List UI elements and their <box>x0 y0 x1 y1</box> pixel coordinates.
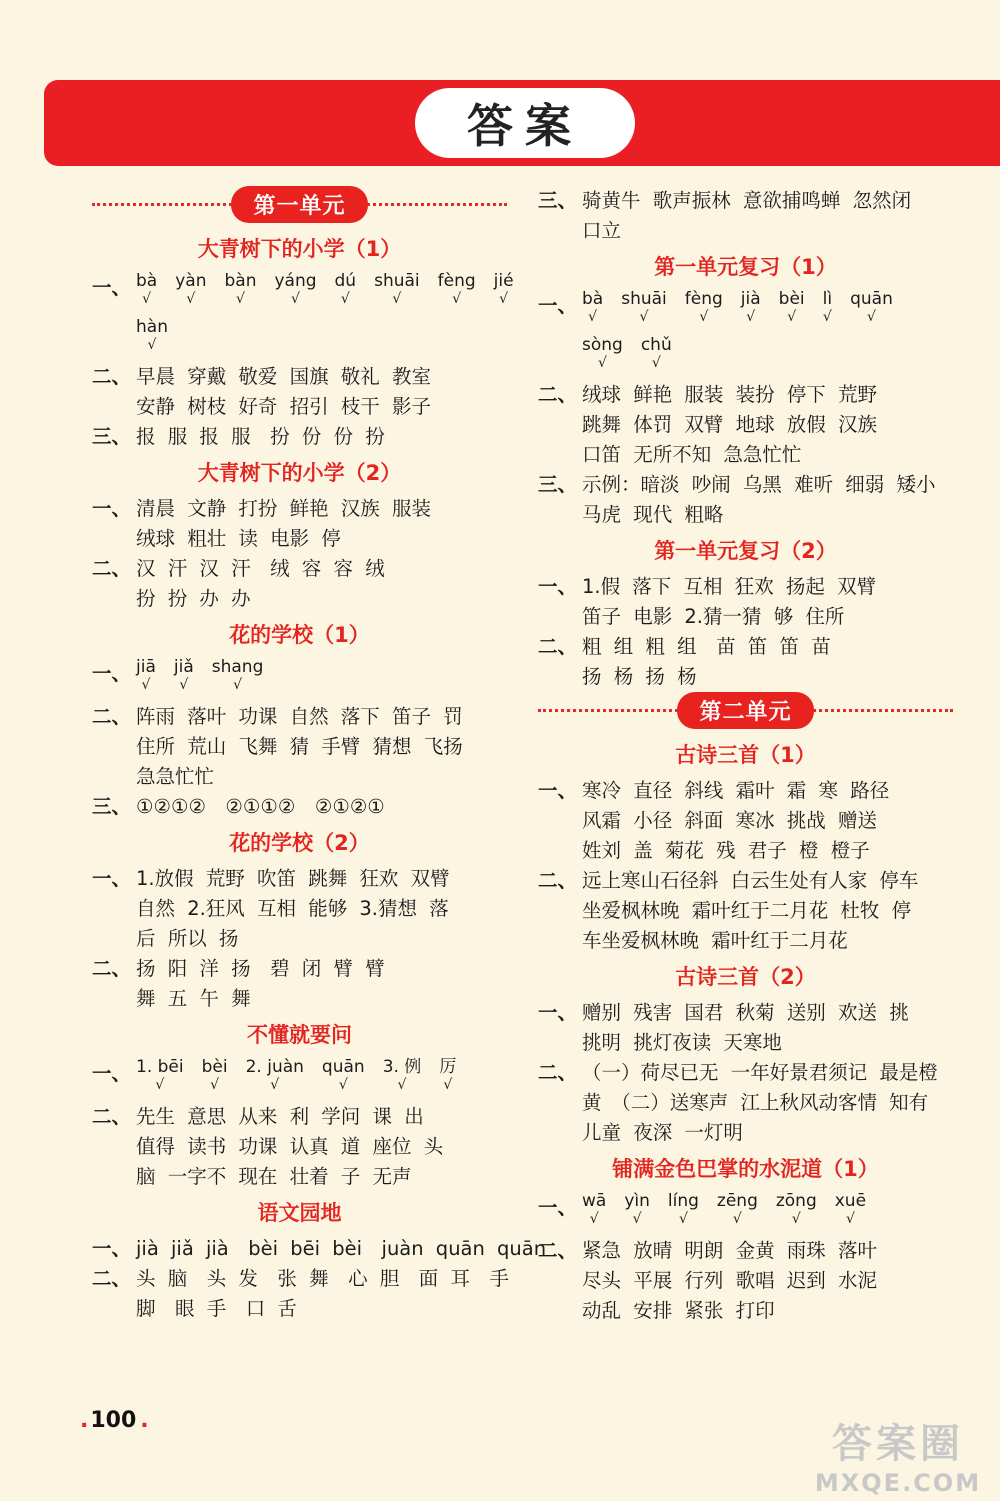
pinyin-choice <box>685 288 723 324</box>
checkmark-icon: √ <box>699 309 709 325</box>
checkmark-icon: √ <box>210 1077 220 1093</box>
answer-text: 汉 汗 汉 汗 绒 容 容 绒 <box>136 557 385 580</box>
answer-continuation: 后 所以 扬 <box>136 927 239 950</box>
answer-continuation: 口笛 无所不知 急急忙忙 <box>582 443 802 466</box>
pinyin-text: fèng <box>684 289 723 309</box>
answer-continuation: 扬 杨 扬 杨 <box>582 665 697 688</box>
watermark-top-text: 答案圈 <box>832 1420 964 1467</box>
checkmark-icon: √ <box>233 677 243 693</box>
pinyin-choice <box>624 1190 650 1226</box>
pinyin-choice <box>322 1056 365 1092</box>
pinyin-text: shuāi <box>621 289 667 309</box>
answer-text: 阵雨 落叶 功课 自然 落下 笛子 罚 <box>136 705 463 728</box>
pinyin-choice <box>224 270 256 306</box>
answer-row <box>538 186 953 216</box>
answer-row <box>92 954 507 984</box>
question-number: 二、 <box>92 957 132 980</box>
answer-continuation: 坐爱枫林晚 霜叶红于二月花 杜牧 停 <box>582 899 912 922</box>
checkmark-icon: √ <box>867 309 876 325</box>
watermark-logo <box>810 1412 986 1496</box>
pinyin-choice <box>779 288 805 324</box>
pinyin-choice <box>136 316 168 352</box>
checkmark-icon: √ <box>155 1077 165 1093</box>
pinyin-choice <box>438 270 476 306</box>
answer-row <box>92 1234 547 1264</box>
answer-continuation: 跳舞 体罚 双臂 地球 放假 汉族 <box>582 413 877 436</box>
pinyin-choice <box>274 270 316 306</box>
pinyin-choice <box>212 656 264 692</box>
answer-row <box>92 702 507 732</box>
question-number: 一、 <box>92 867 132 890</box>
answer-continuation: 口立 <box>582 219 622 242</box>
answer-continuation: 扮 扮 办 办 <box>136 587 251 610</box>
answer-text: 清晨 文静 打扮 鲜艳 汉族 服装 <box>136 497 431 520</box>
question-number: 一、 <box>92 1237 132 1260</box>
answer-row <box>538 380 953 410</box>
answer-row <box>538 632 953 662</box>
question-number: 一、 <box>538 779 578 802</box>
checkmark-icon: √ <box>651 355 661 371</box>
answer-text: 紧急 放晴 明朗 金黄 雨珠 落叶 <box>582 1239 877 1262</box>
pinyin-text: yìn <box>624 1191 650 1211</box>
answer-text: jià jiǎ jià bèi bēi bèi juàn quān quān <box>136 1237 547 1260</box>
question-number: 一、 <box>92 276 132 299</box>
answer-text: 骑黄牛 歌声振林 意欲捕鸣蝉 忽然闭 <box>582 189 912 212</box>
answer-continuation: 儿童 夜深 一灯明 <box>582 1121 743 1144</box>
pinyin-text: yàn <box>175 271 207 291</box>
question-number: 二、 <box>92 557 132 580</box>
question-number: 一、 <box>538 1196 578 1219</box>
pinyin-choice <box>136 1056 184 1092</box>
lesson-title: 第一单元复习（1） <box>654 255 837 279</box>
answer-continuation: 动乱 安排 紧张 打印 <box>582 1299 775 1322</box>
checkmark-icon: √ <box>499 291 509 307</box>
answer-continuation: 绒球 粗壮 读 电影 停 <box>136 527 341 550</box>
pinyin-text: bà <box>136 271 158 291</box>
lesson-title: 第一单元复习（2） <box>654 539 837 563</box>
pinyin-text: 2. juàn <box>245 1057 304 1077</box>
pinyin-text: bèi <box>778 289 805 309</box>
answer-text: 报 服 报 服 扮 份 份 扮 <box>136 425 385 448</box>
lesson-title: 大青树下的小学（1） <box>197 237 402 261</box>
pinyin-text: shang <box>211 657 264 677</box>
page-number: . 100 . <box>80 1408 149 1433</box>
pinyin-text: 厉 <box>439 1057 457 1077</box>
lesson-title: 大青树下的小学（2） <box>197 461 402 485</box>
checkmark-icon: √ <box>597 355 607 371</box>
answer-row <box>92 1264 507 1294</box>
answer-row <box>538 1236 953 1266</box>
lesson-title: 花的学校（1） <box>229 623 370 647</box>
pinyin-choice <box>202 1056 228 1092</box>
pinyin-choice <box>136 656 156 692</box>
pinyin-text: jià <box>740 289 761 309</box>
pinyin-text: zēng <box>716 1191 758 1211</box>
answer-continuation: 挑明 挑灯夜读 天寒地 <box>582 1031 782 1054</box>
pinyin-text: jiǎ <box>173 657 194 677</box>
lesson-title: 古诗三首（2） <box>675 965 816 989</box>
answer-continuation: 姓刘 盖 菊花 残 君子 橙 橙子 <box>582 839 870 862</box>
pinyin-text: líng <box>667 1191 699 1211</box>
pinyin-choice <box>621 288 667 324</box>
pinyin-choice <box>494 270 514 306</box>
checkmark-icon: √ <box>141 677 151 693</box>
answer-text: 绒球 鲜艳 服装 装扮 停下 荒野 <box>582 383 877 406</box>
checkmark-icon: √ <box>291 291 300 307</box>
pinyin-choice <box>439 1056 456 1092</box>
pinyin-text: 1. bēi <box>136 1057 184 1077</box>
answer-continuation: 尽头 平展 行列 歌唱 迟到 水泥 <box>582 1269 877 1292</box>
checkmark-icon: √ <box>589 1211 599 1227</box>
question-number: 二、 <box>538 869 578 892</box>
answer-row <box>92 1102 507 1132</box>
pinyin-text: 3. 例 <box>382 1057 422 1077</box>
answer-continuation: 黄 （二）送寒声 江上秋风动客情 知有 <box>582 1091 929 1114</box>
pinyin-choice <box>136 270 157 306</box>
question-number: 二、 <box>538 1239 578 1262</box>
checkmark-icon: √ <box>678 1211 688 1227</box>
answer-continuation: 笛子 电影 2.猜一猜 够 住所 <box>582 605 845 628</box>
question-number: 一、 <box>92 662 132 685</box>
checkmark-icon: √ <box>588 309 598 325</box>
answer-text: 早晨 穿戴 敬爱 国旗 敬礼 教室 <box>136 365 431 388</box>
pinyin-choice <box>582 334 623 370</box>
checkmark-icon: √ <box>397 1077 407 1093</box>
checkmark-icon: √ <box>632 1211 642 1227</box>
left-column <box>92 186 547 1324</box>
question-number: 一、 <box>538 1001 578 1024</box>
checkmark-icon: √ <box>179 677 189 693</box>
answer-text: 先生 意思 从来 利 学问 课 出 <box>136 1105 424 1128</box>
answer-row <box>92 864 507 894</box>
answer-row <box>538 998 953 1028</box>
answer-text: 1.放假 荒野 吹笛 跳舞 狂欢 双臂 <box>136 867 450 890</box>
question-number: 二、 <box>538 635 578 658</box>
answer-row <box>538 470 953 500</box>
pinyin-choice <box>582 288 603 324</box>
pinyin-choice <box>641 334 672 370</box>
pinyin-text: bà <box>582 289 604 309</box>
answer-text: 赠别 残害 国君 秋菊 送别 欢送 挑 <box>582 1001 909 1024</box>
pinyin-row <box>538 288 953 334</box>
question-number: 二、 <box>92 1105 132 1128</box>
watermark-bottom-text: MXQE.COM <box>814 1468 982 1497</box>
answer-text: 远上寒山石径斜 白云生处有人家 停车 <box>582 869 919 892</box>
answer-continuation: 风霜 小径 斜面 寒冰 挑战 赠送 <box>582 809 877 832</box>
answer-text: ①②①② ②①①② ②①②① <box>136 795 385 818</box>
pinyin-choice <box>717 1190 758 1226</box>
question-number: 一、 <box>92 497 132 520</box>
answer-text: （一）荷尽已无 一年好景君须记 最是橙 <box>582 1061 938 1084</box>
question-number: 二、 <box>92 705 132 728</box>
checkmark-icon: √ <box>392 291 402 307</box>
question-number: 三、 <box>538 189 578 212</box>
checkmark-icon: √ <box>639 309 649 325</box>
answer-continuation: 脚 眼 手 口 舌 <box>136 1297 297 1320</box>
answer-text: 寒冷 直径 斜线 霜叶 霜 寒 路径 <box>582 779 890 802</box>
pinyin-row <box>92 656 507 702</box>
pinyin-choice <box>335 270 357 306</box>
pinyin-row <box>538 334 953 380</box>
answer-continuation: 住所 荒山 飞舞 猜 手臂 猜想 飞扬 <box>136 735 463 758</box>
pinyin-text: bàn <box>224 271 257 291</box>
question-number: 三、 <box>92 795 132 818</box>
question-number: 二、 <box>92 1267 132 1290</box>
checkmark-icon: √ <box>787 309 797 325</box>
question-number: 三、 <box>538 473 578 496</box>
pinyin-choice <box>741 288 761 324</box>
answer-text: 扬 阳 洋 扬 碧 闭 臂 臂 <box>136 957 385 980</box>
checkmark-icon: √ <box>236 291 245 307</box>
lesson-title: 不懂就要问 <box>247 1023 352 1047</box>
answer-row <box>92 554 507 584</box>
question-number: 二、 <box>538 1061 578 1084</box>
checkmark-icon: √ <box>791 1211 801 1227</box>
pinyin-text: jiā <box>136 657 156 677</box>
pinyin-text: fèng <box>437 271 476 291</box>
pinyin-choice <box>823 288 832 324</box>
pinyin-text: sòng <box>582 335 623 355</box>
answer-continuation: 急急忙忙 <box>136 765 215 788</box>
pinyin-text: xuē <box>834 1191 867 1211</box>
checkmark-icon: √ <box>186 291 196 307</box>
pinyin-choice <box>668 1190 699 1226</box>
checkmark-icon: √ <box>452 291 462 307</box>
answer-continuation: 自然 2.狂风 互相 能够 3.猜想 落 <box>136 897 449 920</box>
answer-row <box>92 362 507 392</box>
unit-title: 第二单元 <box>677 692 813 729</box>
answer-text: 头 脑 头 发 张 舞 心 胆 面 耳 手 <box>136 1267 509 1290</box>
answer-row <box>538 776 953 806</box>
pinyin-text: hàn <box>136 317 168 337</box>
checkmark-icon: √ <box>845 1211 855 1227</box>
pinyin-row <box>92 1056 507 1102</box>
question-number: 二、 <box>538 383 578 406</box>
answer-row <box>538 1058 953 1088</box>
checkmark-icon: √ <box>340 291 350 307</box>
pinyin-row <box>538 1190 953 1236</box>
lesson-title: 语文园地 <box>257 1201 342 1225</box>
unit-heading <box>538 692 953 728</box>
pinyin-row <box>92 270 514 316</box>
answer-continuation: 舞 五 午 舞 <box>136 987 251 1010</box>
pinyin-choice <box>174 656 194 692</box>
question-number: 一、 <box>538 294 578 317</box>
pinyin-choice <box>246 1056 304 1092</box>
checkmark-icon: √ <box>142 291 152 307</box>
answer-row <box>92 494 507 524</box>
question-number: 三、 <box>92 425 132 448</box>
pinyin-text: wā <box>582 1191 607 1211</box>
pinyin-text: jié <box>493 271 514 291</box>
checkmark-icon: √ <box>270 1077 280 1093</box>
unit-heading <box>92 186 507 222</box>
pinyin-choice <box>776 1190 817 1226</box>
answer-text: 粗 组 粗 组 苗 笛 笛 苗 <box>582 635 831 658</box>
pinyin-text: dú <box>334 271 357 291</box>
pinyin-row <box>92 316 507 362</box>
checkmark-icon: √ <box>338 1077 348 1093</box>
pinyin-text: yáng <box>274 271 317 291</box>
checkmark-icon: √ <box>822 309 832 325</box>
pinyin-text: quān <box>321 1057 365 1077</box>
lesson-title: 铺满金色巴掌的水泥道（1） <box>612 1157 879 1181</box>
pinyin-choice <box>383 1056 422 1092</box>
pinyin-choice <box>850 288 893 324</box>
checkmark-icon: √ <box>147 337 157 353</box>
answer-continuation: 值得 读书 功课 认真 道 座位 头 <box>136 1135 444 1158</box>
answer-text: 1.假 落下 互相 狂欢 扬起 双臂 <box>582 575 877 598</box>
pinyin-choice <box>175 270 206 306</box>
checkmark-icon: √ <box>746 309 756 325</box>
answer-row <box>538 866 953 896</box>
pinyin-choice <box>374 270 420 306</box>
pinyin-text: chǔ <box>640 335 672 355</box>
checkmark-icon: √ <box>732 1211 742 1227</box>
answer-row <box>92 792 507 822</box>
question-number: 二、 <box>92 365 132 388</box>
lesson-title: 古诗三首（1） <box>675 743 816 767</box>
page-title: 答案 <box>415 88 635 158</box>
answer-row <box>92 422 507 452</box>
answer-text: 示例：暗淡 吵闹 乌黑 难听 细弱 矮小 <box>582 473 936 496</box>
answer-continuation: 脑 一字不 现在 壮着 子 无声 <box>136 1165 412 1188</box>
pinyin-text: bèi <box>201 1057 228 1077</box>
lesson-title: 花的学校（2） <box>229 831 370 855</box>
pinyin-text: quān <box>850 289 893 309</box>
unit-title: 第一单元 <box>231 186 367 223</box>
right-column <box>538 186 953 1326</box>
answer-continuation: 车坐爱枫林晚 霜叶红于二月花 <box>582 929 848 952</box>
pinyin-text: lì <box>822 289 833 309</box>
answer-continuation: 马虎 现代 粗略 <box>582 503 724 526</box>
question-number: 一、 <box>538 575 578 598</box>
pinyin-choice <box>582 1190 606 1226</box>
checkmark-icon: √ <box>443 1077 453 1093</box>
pinyin-choice <box>835 1190 866 1226</box>
pinyin-text: shuāi <box>374 271 420 291</box>
answer-row <box>538 572 953 602</box>
question-number: 一、 <box>92 1062 132 1085</box>
pinyin-text: zōng <box>775 1191 817 1211</box>
answer-continuation: 安静 树枝 好奇 招引 枝干 影子 <box>136 395 431 418</box>
